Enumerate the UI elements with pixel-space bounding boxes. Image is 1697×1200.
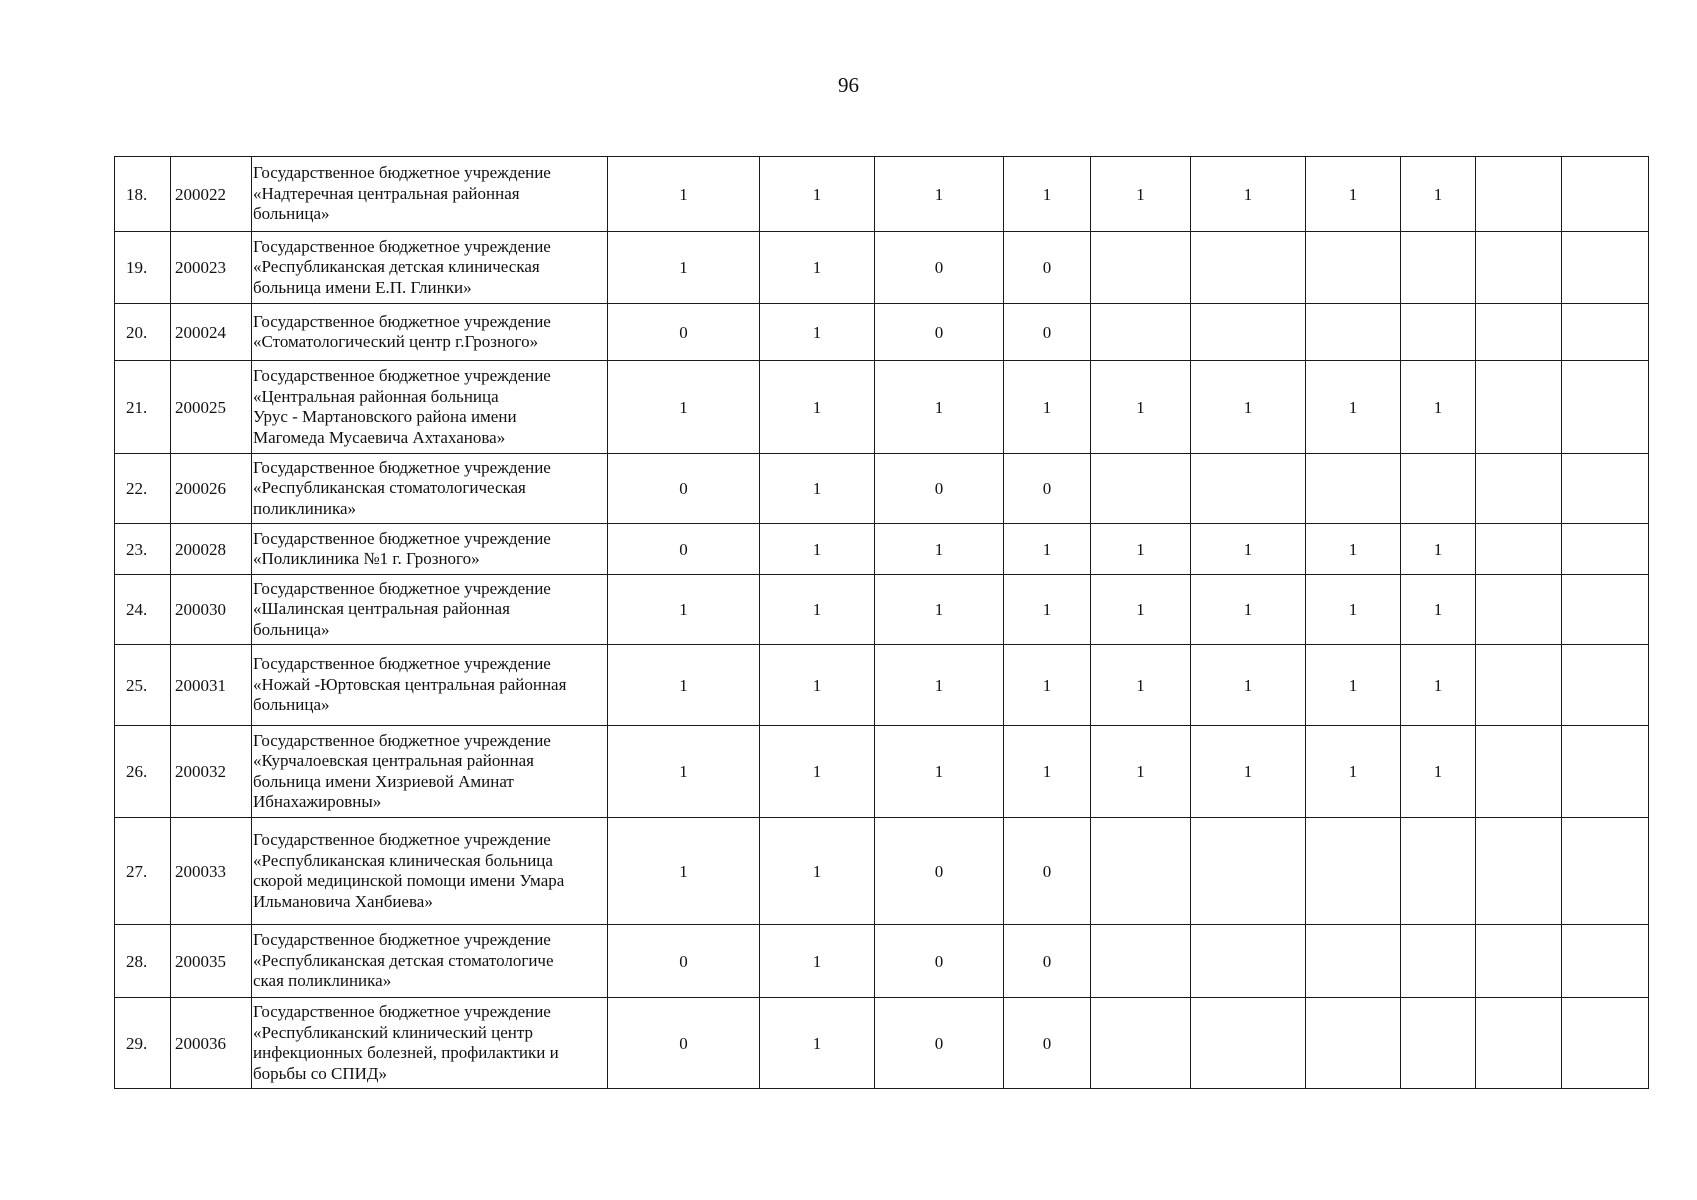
value-cell-10 — [1562, 925, 1649, 998]
value-cell-4: 1 — [1004, 575, 1091, 645]
row-number-cell: 26. — [115, 726, 171, 818]
org-name-line: «Надтеречная центральная районная — [253, 183, 520, 203]
row-number-cell: 28. — [115, 925, 171, 998]
value-cell-1: 1 — [608, 575, 760, 645]
value-cell-8: 1 — [1401, 726, 1476, 818]
org-code-cell: 200030 — [171, 575, 252, 645]
value-cell-1: 1 — [608, 726, 760, 818]
org-name-line: инфекционных болезней, профилактики и — [253, 1043, 559, 1062]
value-cell-7: 1 — [1306, 575, 1401, 645]
org-name-line: ская поликлиника» — [253, 971, 392, 991]
value-cell-6: 1 — [1191, 524, 1306, 575]
org-code-cell: 200033 — [171, 818, 252, 925]
value-cell-8: 1 — [1401, 645, 1476, 726]
org-code-cell: 200028 — [171, 524, 252, 575]
org-code-cell: 200035 — [171, 925, 252, 998]
value-cell-9 — [1476, 454, 1562, 524]
org-name-line: «Поликлиника №1 г. Грозного» — [253, 549, 480, 568]
value-cell-10 — [1562, 645, 1649, 726]
value-cell-10 — [1562, 454, 1649, 524]
value-cell-4: 1 — [1004, 524, 1091, 575]
org-name-line: Государственное бюджетное учреждение — [253, 578, 551, 598]
value-cell-7: 1 — [1306, 645, 1401, 726]
value-cell-3: 1 — [875, 157, 1004, 232]
table-row — [115, 454, 1649, 524]
row-number-cell: 19. — [115, 232, 171, 304]
value-cell-10 — [1562, 575, 1649, 645]
value-cell-9 — [1476, 524, 1562, 575]
value-cell-1: 0 — [608, 304, 760, 361]
table-row — [115, 818, 1649, 925]
value-cell-9 — [1476, 232, 1562, 304]
org-name-line: больница» — [253, 619, 330, 639]
value-cell-3: 1 — [875, 726, 1004, 818]
org-name-cell — [252, 232, 608, 304]
value-cell-7: 1 — [1306, 157, 1401, 232]
value-cell-5 — [1091, 454, 1191, 524]
org-name-line: Государственное бюджетное учреждение — [253, 830, 551, 849]
table-row — [115, 575, 1649, 645]
row-number-cell: 29. — [115, 998, 171, 1089]
value-cell-8: 1 — [1401, 361, 1476, 454]
org-name-line: Государственное бюджетное учреждение — [253, 236, 551, 256]
table-row — [115, 157, 1649, 232]
value-cell-7: 1 — [1306, 726, 1401, 818]
org-name-line: борьбы со СПИД» — [253, 1063, 388, 1083]
value-cell-7: 1 — [1306, 524, 1401, 575]
org-name-cell — [252, 361, 608, 454]
org-name-line: Ибнахажировны» — [253, 792, 382, 811]
value-cell-3: 0 — [875, 232, 1004, 304]
value-cell-5: 1 — [1091, 361, 1191, 454]
value-cell-1: 0 — [608, 524, 760, 575]
value-cell-6 — [1191, 998, 1306, 1089]
value-cell-5: 1 — [1091, 524, 1191, 575]
value-cell-8 — [1401, 304, 1476, 361]
value-cell-7 — [1306, 454, 1401, 524]
value-cell-8 — [1401, 232, 1476, 304]
value-cell-8 — [1401, 818, 1476, 925]
row-number-cell: 24. — [115, 575, 171, 645]
organizations-table — [114, 156, 1649, 1089]
value-cell-7 — [1306, 232, 1401, 304]
table-row — [115, 304, 1649, 361]
row-number-cell: 22. — [115, 454, 171, 524]
org-name-cell — [252, 645, 608, 726]
value-cell-5 — [1091, 304, 1191, 361]
org-name-line: «Республиканская стоматологическая — [253, 478, 526, 498]
org-name-line: Государственное бюджетное учреждение — [253, 1002, 551, 1021]
org-name-line: Государственное бюджетное учреждение — [253, 730, 551, 750]
org-name-line: больница имени Е.П. Глинки» — [253, 277, 472, 297]
value-cell-6 — [1191, 454, 1306, 524]
org-name-cell — [252, 818, 608, 925]
value-cell-10 — [1562, 361, 1649, 454]
value-cell-8: 1 — [1401, 157, 1476, 232]
value-cell-6 — [1191, 818, 1306, 925]
org-name-line: «Ножай -Юртовская центральная районная — [253, 674, 567, 694]
value-cell-10 — [1562, 157, 1649, 232]
value-cell-1: 1 — [608, 361, 760, 454]
org-name-line: «Республиканская детская стоматологиче — [253, 950, 554, 970]
value-cell-4: 1 — [1004, 157, 1091, 232]
row-number-cell: 21. — [115, 361, 171, 454]
value-cell-4: 0 — [1004, 925, 1091, 998]
value-cell-8: 1 — [1401, 524, 1476, 575]
value-cell-5: 1 — [1091, 726, 1191, 818]
org-name-line: «Республиканская детская клиническая — [253, 257, 540, 277]
value-cell-2: 1 — [760, 232, 875, 304]
value-cell-9 — [1476, 645, 1562, 726]
row-number-cell: 25. — [115, 645, 171, 726]
value-cell-4: 0 — [1004, 304, 1091, 361]
value-cell-8 — [1401, 925, 1476, 998]
table-row — [115, 925, 1649, 998]
org-name-line: больница» — [253, 695, 330, 715]
value-cell-2: 1 — [760, 361, 875, 454]
value-cell-4: 0 — [1004, 454, 1091, 524]
value-cell-7 — [1306, 304, 1401, 361]
org-code-cell: 200031 — [171, 645, 252, 726]
row-number-cell: 27. — [115, 818, 171, 925]
org-code-cell: 200026 — [171, 454, 252, 524]
value-cell-9 — [1476, 925, 1562, 998]
value-cell-7 — [1306, 925, 1401, 998]
value-cell-1: 1 — [608, 645, 760, 726]
value-cell-2: 1 — [760, 524, 875, 575]
value-cell-2: 1 — [760, 645, 875, 726]
value-cell-8: 1 — [1401, 575, 1476, 645]
value-cell-4: 0 — [1004, 232, 1091, 304]
org-name-line: больница имени Хизриевой Аминат — [253, 771, 514, 791]
value-cell-3: 0 — [875, 454, 1004, 524]
value-cell-1: 0 — [608, 925, 760, 998]
value-cell-9 — [1476, 818, 1562, 925]
org-name-line: Государственное бюджетное учреждение — [253, 930, 551, 950]
value-cell-5 — [1091, 818, 1191, 925]
page-number: 96 — [838, 73, 859, 97]
value-cell-6 — [1191, 304, 1306, 361]
value-cell-6: 1 — [1191, 361, 1306, 454]
value-cell-2: 1 — [760, 726, 875, 818]
value-cell-3: 0 — [875, 925, 1004, 998]
org-name-line: Магомеда Мусаевича Ахтаханова» — [253, 427, 506, 447]
value-cell-8 — [1401, 454, 1476, 524]
table-row — [115, 361, 1649, 454]
value-cell-1: 0 — [608, 998, 760, 1089]
table-row — [115, 645, 1649, 726]
org-name-line: Государственное бюджетное учреждение — [253, 528, 551, 548]
value-cell-9 — [1476, 304, 1562, 361]
org-name-line: Государственное бюджетное учреждение — [253, 311, 551, 331]
value-cell-6: 1 — [1191, 575, 1306, 645]
value-cell-2: 1 — [760, 998, 875, 1089]
value-cell-4: 1 — [1004, 645, 1091, 726]
table-row — [115, 998, 1649, 1089]
value-cell-10 — [1562, 998, 1649, 1089]
table-body — [115, 157, 1649, 1089]
value-cell-6 — [1191, 232, 1306, 304]
org-code-cell: 200022 — [171, 157, 252, 232]
org-name-line: «Республиканский клинический центр — [253, 1022, 534, 1042]
org-name-line: «Стоматологический центр г.Грозного» — [253, 332, 539, 351]
value-cell-2: 1 — [760, 925, 875, 998]
row-number-cell: 20. — [115, 304, 171, 361]
value-cell-3: 0 — [875, 818, 1004, 925]
value-cell-8 — [1401, 998, 1476, 1089]
value-cell-3: 1 — [875, 524, 1004, 575]
org-name-cell — [252, 575, 608, 645]
value-cell-3: 0 — [875, 304, 1004, 361]
value-cell-2: 1 — [760, 454, 875, 524]
value-cell-10 — [1562, 304, 1649, 361]
org-name-cell — [252, 524, 608, 575]
value-cell-10 — [1562, 726, 1649, 818]
org-code-cell: 200023 — [171, 232, 252, 304]
org-name-cell — [252, 454, 608, 524]
value-cell-9 — [1476, 726, 1562, 818]
row-number-cell: 23. — [115, 524, 171, 575]
value-cell-5: 1 — [1091, 645, 1191, 726]
value-cell-10 — [1562, 818, 1649, 925]
value-cell-4: 1 — [1004, 361, 1091, 454]
org-name-line: Ильмановича Ханбиева» — [253, 891, 433, 911]
value-cell-9 — [1476, 157, 1562, 232]
org-name-cell — [252, 998, 608, 1089]
org-name-line: «Шалинская центральная районная — [253, 599, 510, 619]
org-code-cell: 200024 — [171, 304, 252, 361]
value-cell-3: 1 — [875, 645, 1004, 726]
org-name-line: «Республиканская клиническая больница — [253, 850, 553, 870]
row-number-cell: 18. — [115, 157, 171, 232]
value-cell-6: 1 — [1191, 726, 1306, 818]
value-cell-6 — [1191, 925, 1306, 998]
value-cell-1: 1 — [608, 818, 760, 925]
value-cell-2: 1 — [760, 575, 875, 645]
value-cell-7 — [1306, 998, 1401, 1089]
org-name-cell — [252, 925, 608, 998]
value-cell-10 — [1562, 524, 1649, 575]
value-cell-2: 1 — [760, 818, 875, 925]
value-cell-9 — [1476, 998, 1562, 1089]
value-cell-5: 1 — [1091, 157, 1191, 232]
org-code-cell: 200036 — [171, 998, 252, 1089]
org-name-line: скорой медицинской помощи имени Умара — [253, 871, 565, 890]
value-cell-1: 1 — [608, 157, 760, 232]
table-row — [115, 524, 1649, 575]
value-cell-10 — [1562, 232, 1649, 304]
value-cell-5: 1 — [1091, 575, 1191, 645]
value-cell-4: 1 — [1004, 726, 1091, 818]
value-cell-7 — [1306, 818, 1401, 925]
table-row — [115, 726, 1649, 818]
org-name-cell — [252, 726, 608, 818]
org-name-line: «Курчалоевская центральная районная — [253, 751, 534, 770]
org-name-line: «Центральная районная больница — [253, 386, 499, 406]
org-name-cell — [252, 157, 608, 232]
value-cell-3: 1 — [875, 361, 1004, 454]
value-cell-7: 1 — [1306, 361, 1401, 454]
value-cell-4: 0 — [1004, 998, 1091, 1089]
org-name-line: Государственное бюджетное учреждение — [253, 654, 551, 674]
value-cell-5 — [1091, 998, 1191, 1089]
value-cell-1: 1 — [608, 232, 760, 304]
org-code-cell: 200032 — [171, 726, 252, 818]
org-name-line: Государственное бюджетное учреждение — [253, 366, 551, 385]
table-row — [115, 232, 1649, 304]
org-name-line: поликлиника» — [253, 498, 357, 518]
value-cell-5 — [1091, 232, 1191, 304]
org-name-line: Государственное бюджетное учреждение — [253, 457, 551, 477]
value-cell-1: 0 — [608, 454, 760, 524]
org-name-line: Урус - Мартановского района имени — [253, 407, 517, 426]
value-cell-2: 1 — [760, 157, 875, 232]
org-name-cell — [252, 304, 608, 361]
value-cell-3: 1 — [875, 575, 1004, 645]
org-name-line: больница» — [253, 204, 330, 224]
value-cell-3: 0 — [875, 998, 1004, 1089]
org-code-cell: 200025 — [171, 361, 252, 454]
value-cell-6: 1 — [1191, 645, 1306, 726]
value-cell-4: 0 — [1004, 818, 1091, 925]
value-cell-2: 1 — [760, 304, 875, 361]
org-name-line: Государственное бюджетное учреждение — [253, 163, 551, 183]
value-cell-9 — [1476, 361, 1562, 454]
value-cell-5 — [1091, 925, 1191, 998]
value-cell-6: 1 — [1191, 157, 1306, 232]
value-cell-9 — [1476, 575, 1562, 645]
